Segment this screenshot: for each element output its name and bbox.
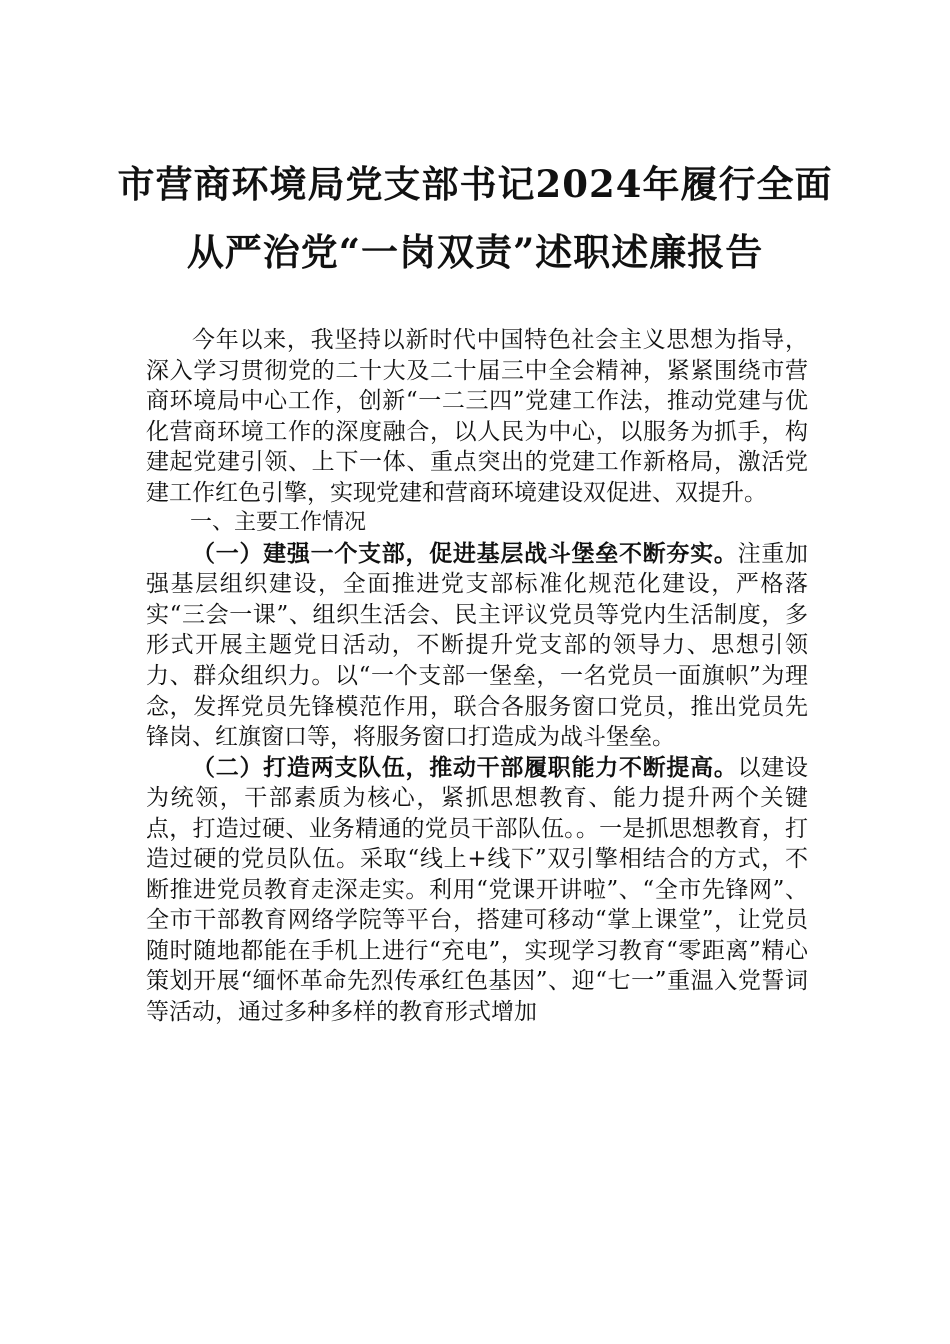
subsection-2-body: 以建设为统领，干部素质为核心，紧抓思想教育、能力提升两个关键点，打造过硬、业务精通的党员干部队伍。。一是抓思想教育，打造过硬的党员队伍。采取“线上+线下”双引擎相结合的方式，不断推进党员教育走深走实。利用“党课开讲啦”、“全市先锋网”、全市干部教育网络学院等平台，搭建可移动“掌上课堂”，让党员随时随地都能在手机上进行“充电”，实现学习教育“零距离”精心策划开展“缅怀革命先烈传承红色基因”、迎“七一”重温入党誓词等活动，通过多种多样的教育形式增加 xyxy=(146,754,809,1026)
subsection-1-body: 注重加强基层组织建设，全面推进党支部标准化规范化建设，严格落实“三会一课”、组织生活会、民主评议党员等党内生活制度，多形式开展主题党日活动，不断提升党支部的领导力、思想引领力、群众组织力。以“一个支部一堡垒，一名党员一面旗帜”为理念，发挥党员先锋模范作用，联合各服务窗口党员，推出党员先锋岗、红旗窗口等，将服务窗口打造成为战斗堡垒。 xyxy=(146,540,809,751)
subsection-1-paragraph xyxy=(146,539,808,753)
subsection-2-heading: （二）打造两支队伍，推动干部履职能力不断提高。 xyxy=(192,753,738,781)
document-title-line-2: 从严治党“一岗双责”述职述廉报告 xyxy=(186,230,764,274)
document-body xyxy=(146,325,808,1028)
subsection-1-heading: （一）建强一个支部，促进基层战斗堡垒不断夯实。 xyxy=(192,539,738,567)
section-heading: 一、主要工作情况 xyxy=(190,510,367,536)
subsection-2-paragraph xyxy=(146,753,808,1028)
intro-paragraph: 今年以来，我坚持以新时代中国特色社会主义思想为指导，深入学习贯彻党的二十大及二十届三中全会精神，紧紧围绕市营商环境局中心工作，创新“一二三四”党建工作法，推动党建与优化营商环境工作的深度融合，以人民为中心，以服务为抓手，构建起党建引领、上下一体、重点突出的党建工作新格局，激活党建工作红色引擎，实现党建和营商环境建设双促进、双提升。 xyxy=(146,327,808,506)
document-title-line-1: 市营商环境局党支部书记2024年履行全面 xyxy=(117,162,833,206)
